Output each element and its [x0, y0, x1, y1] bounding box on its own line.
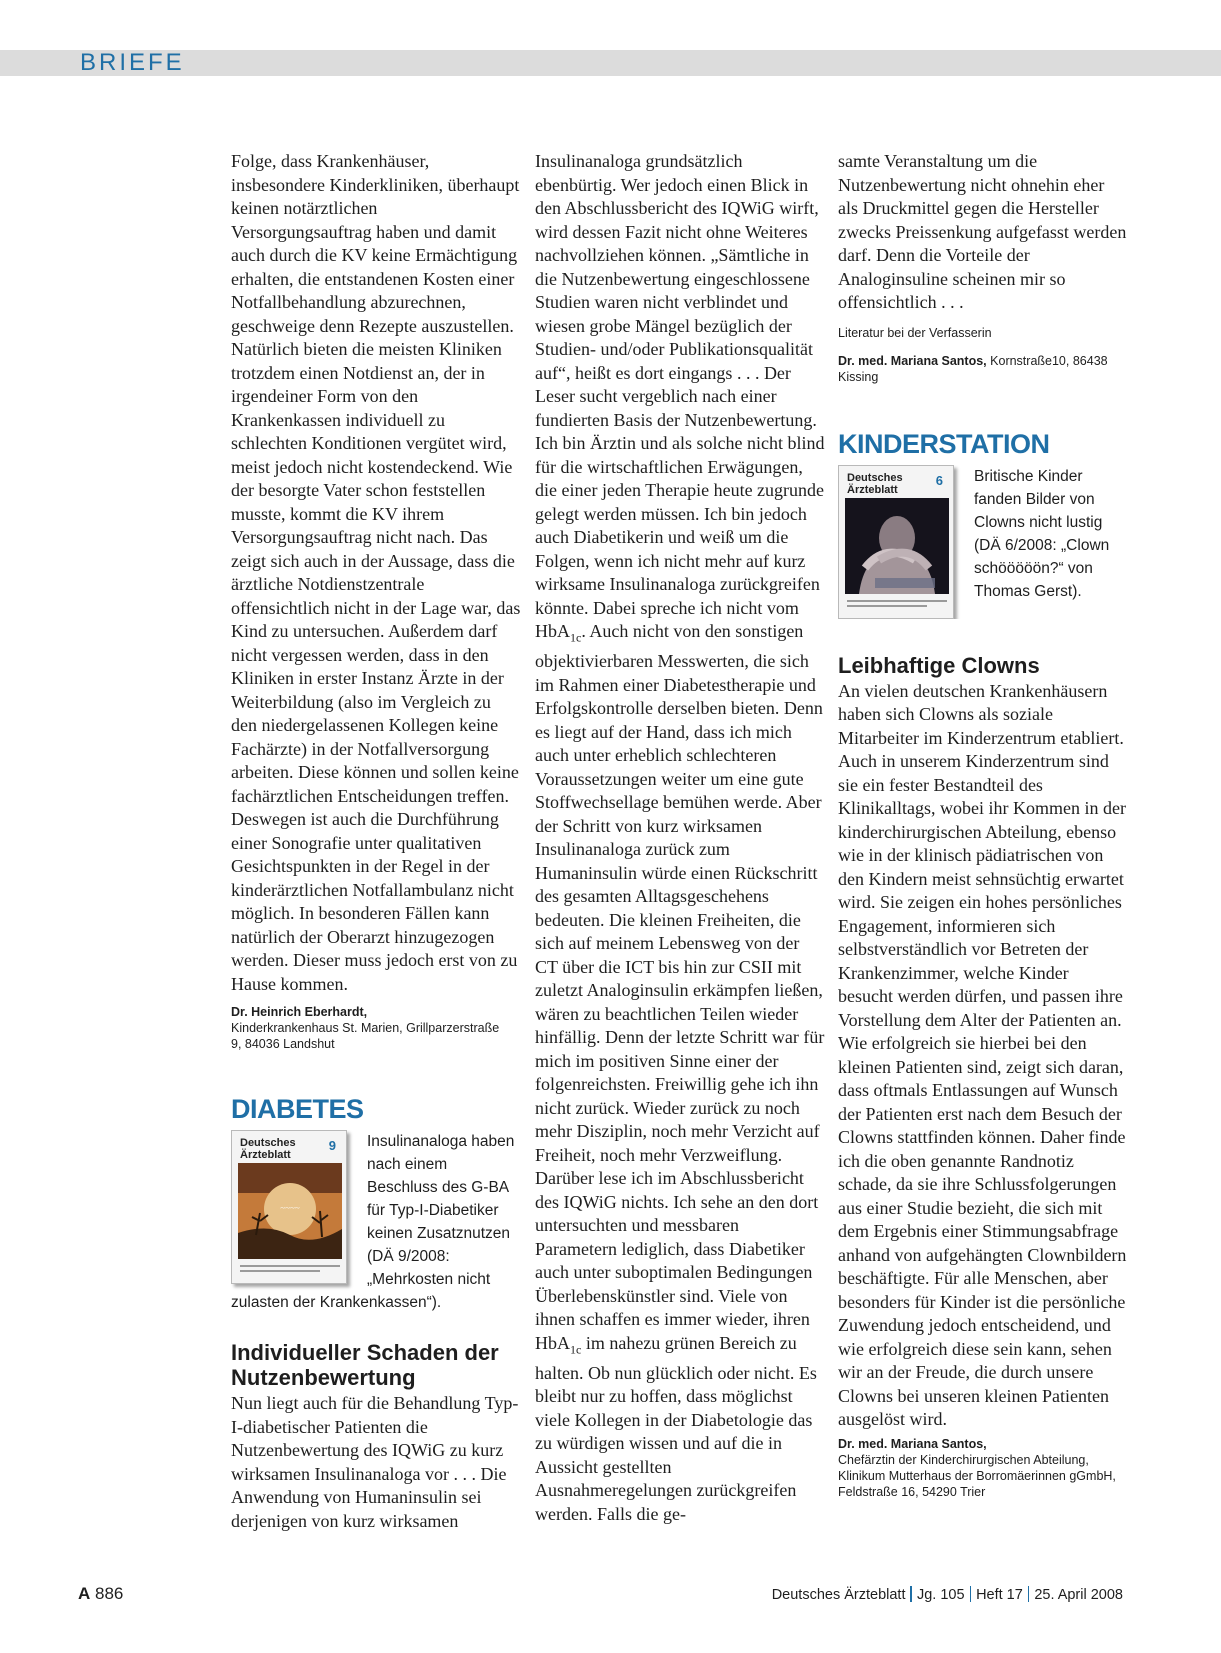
cover-issue-number: 6 — [935, 472, 943, 488]
teaser-text: Britische Kinder fanden Bilder von Clowns nicht lustig (DÄ 6/2008: „Clown schööööön?“ von Thomas Gerst). — [974, 467, 1110, 600]
letter-signature-address: Kornstraße10, 86438 Kissing — [838, 353, 1108, 384]
cover-brand: Deutsches Ärzteblatt — [847, 471, 903, 496]
column-3 — [838, 150, 1128, 1500]
letter-signature-address: Kinderkrankenhaus St. Marien, Grillparzerstraße 9, 84036 Landshut — [231, 1021, 500, 1051]
literature-note: Literatur bei der Verfasserin — [838, 325, 992, 340]
teaser-text: Insulinanaloga haben nach einem Beschluss des G-BA für Typ-I-Diabetiker keinen Zusatznutzen (DÄ 9/2008: „Mehrkosten nicht zulasten der Krankenkassen“). — [231, 1133, 515, 1311]
cover-artwork-image — [238, 1163, 342, 1259]
teaser-block — [838, 465, 1128, 619]
article-signature-name: Dr. med. Mariana Santos, — [838, 1436, 987, 1451]
hba1c-subscript-1: 1c — [570, 630, 582, 645]
article-signature-line-3: Feldstraße 16, 54290 Trier — [838, 1484, 986, 1499]
article-body: An vielen deutschen Krankenhäusern haben sich Clowns als soziale Mitarbeiter im Kinderzentrum etabliert. Auch in unserem Kinderzentrum sind sie ein fester Bestandteil des Klinikalltags, wobei ihr Kommen in der kinderchirurgischen Abteilung, ebenso wie in der klinisch pädiatrischen von den Kindern meist sehnsüchtig erwartet wird. Sie zeigen ein hohes persönliches Engagement, informieren sich selbstverständlich vor Betreten der Krankenzimmer, welche Kinder besucht werden dürfen, und passen ihre Vorstellung dem Alter der Patienten an. Wie erfolgreich sie hierbei bei den kleinen Patienten sind, zeigt sich daran, dass oftmals Entlassungen auf Wunsch der Patienten erst nach dem Besuch der Clowns stattfinden können. Daher finde ich die oben genannte Randnotiz schade, da sie ihre Schlussfolgerungen aus einer Studie bezieht, die sich mit dem Ergebnis einer Stimmungsabfrage anhand von aufgehängten Clownbildern beschäftigte. Für alle Menschen, aber besonders für Kinder ist die persönliche Zuwendung jedoch entscheidend, und wie erfolgreich diese sein kann, sehen wir an der Freude, die durch unsere Clowns bei unseren kleinen Patienten ausgelöst wird. — [838, 680, 1127, 1429]
footer-journal: Deutsches Ärzteblatt — [771, 1587, 906, 1603]
section-title-diabetes: DIABETES — [231, 1094, 364, 1124]
column-2 — [535, 150, 825, 1526]
body-part-3: im nahezu grünen Bereich zu halten. Ob nun glücklich oder nicht. Es bleibt nur zu hoffen, dass möglichst viele Kollegen in der Diabetologie das zu würdigen wissen und auf die in Aussicht gestellten Ausnahmeregelungen zurückgreifen werden. Falls die ge- — [535, 1332, 817, 1524]
footer-separator — [910, 1586, 912, 1602]
letter-text: Folge, dass Krankenhäuser, insbesondere Kinderkliniken, überhaupt keinen notärztlichen Versorgungsauftrag haben und damit auch durch die KV keine Ermächtigung erhalten, die entstandenen Kosten einer Notfallbehandlung abzurechnen, geschweige denn Rezepte auszustellen. Natürlich bieten die meisten Kliniken trotzdem einen Notdienst an, der in irgendeiner Form von den Krankenkassen individuell zu schlechten Konditionen vergütet wird, meist jedoch nicht kostendeckend. Wie der besorgte Vater schon feststellen musste, kommt die KV ihrem Versorgungsauftrag nicht nach. Das zeigt sich auch in der Aussage, dass die ärztliche Notdienstzentrale offensichtlich nicht in der Lage war, das Kind zu untersuchen. Außerdem darf nicht vergessen werden, dass in den Kliniken in erster Instanz Ärzte in der Weiterbildung (also im Vergleich zu den niedergelassenen Kollegen keine Fachärzte) in der Notfallversorgung arbeiten. Diese können und sollen keine fachärztlichen Entscheidungen treffen. Deswegen ist auch die Durchführung einer Sonografie unter qualitativen Gesichtspunkten in der Regel in der kinderärztlichen Notfallambulanz nicht möglich. In besonderen Fällen kann natürlich der Oberarzt hinzugezogen werden. Dieser muss jedoch erst von zu Hause kommen. — [231, 151, 521, 994]
column-1 — [231, 150, 521, 1533]
letter-signature-name: Dr. med. Mariana Santos, — [838, 353, 987, 368]
footer-date: 25. April 2008 — [1034, 1587, 1123, 1603]
body-part-1: Insulinanaloga grundsätzlich ebenbürtig. Wer jedoch einen Blick in den Abschlussbericht des IQWiG wirft, wird dessen Fazit nicht ohne Weiteres nachvollziehen können. „Sämtliche in die Nutzenbewertung eingeschlossene Studien waren nicht verblindet und wiesen grobe Mängel bezüglich der Studien- und/oder Publikationsqualität auf“, heißt es dort eingangs . . . Der Leser sucht vergeblich nach einer fundierten Basis der Nutzenbewertung. Ich bin Ärztin und als solche nicht blind für die wirtschaftlichen Erwägungen, die einer jeden Therapie heute zugrunde gelegt werden müssen. Ich bin jedoch auch Diabetikerin und weiß um die Folgen, wenn ich nicht mehr auf kurz wirksame Insulinanaloga zurückgreifen könnte. Dabei spreche ich nicht vom HbA — [535, 151, 825, 641]
footer-volume: Jg. 105 — [916, 1587, 965, 1603]
cover-text-lines — [847, 600, 947, 610]
article-body-start: Nun liegt auch für die Behandlung Typ-I-diabetischer Patienten die Nutzenbewertung des IQWiG zu kurz wirksamen Insulinanaloga vor . . . Die Anwendung von Humaninsulin sei derjenigen von kurz wirksamen — [231, 1393, 519, 1531]
footer-separator — [970, 1586, 972, 1602]
article-headline-leibhaftige-clowns: Leibhaftige Clowns — [838, 652, 1040, 678]
section-title-kinderstation: KINDERSTATION — [838, 428, 1050, 459]
cover-artwork-image — [845, 498, 949, 594]
footer-separator — [1028, 1586, 1030, 1602]
letter-signature — [838, 353, 1128, 385]
page-number — [78, 1584, 123, 1604]
footer-citation — [772, 1586, 1123, 1603]
letter-signature-name: Dr. Heinrich Eberhardt, — [231, 1005, 368, 1019]
section-header-title: BRIEFE — [80, 49, 185, 76]
letter-body — [231, 150, 521, 996]
article-headline-individueller-schaden: Individueller Schaden der Nutzenbewertung — [231, 1340, 499, 1390]
journal-cover-thumbnail — [838, 465, 954, 619]
teaser-block — [231, 1130, 521, 1314]
page-number-value: 886 — [95, 1584, 124, 1603]
body-part-2: . Auch nicht von den sonstigen objektivierbaren Messwerten, die sich im Rahmen einer Diabetestherapie und Erfolgskontrolle derselben bieten. Denn es liegt auf der Hand, dass ich mich auch unter erheblich schlechteren Voraussetzungen weiter um eine gute Stoffwechsellage bemühen werde. Aber der Schritt von kurz wirksamen Insulinanaloga zurück zum Humaninsulin würde einen Rückschritt des gesamten Alltagsgeschehens bedeuten. Die kleinen Freiheiten, die sich auf meinem Lebensweg von der CT über die ICT bis hin zur CSII mit zuletzt Analoginsulin erkämpfen ließen, wären zu beachtlichen Teilen wieder hinfällig. Denn der letzte Schritt war für mich im positiven Sinne einer der folgenreichsten. Freiwillig gehe ich ihn nicht zurück. Wieder zurück zu noch mehr Disziplin, noch mehr Verzicht auf Freiheit, noch mehr Verzweiflung. Darüber lese ich im Abschlussbericht des IQWiG nichts. Ich sehe an den dort untersuchten und messbaren Parametern lediglich, dass Diabetiker auch unter suboptimalen Bedingungen Überlebenskünstler sind. Viele von ihnen schaffen es immer wieder, ihren HbA — [535, 621, 825, 1353]
footer-issue: Heft 17 — [976, 1587, 1023, 1603]
hba1c-subscript-2: 1c — [570, 1342, 582, 1357]
svg-text:~~~~: ~~~~ — [280, 1203, 300, 1213]
article-signature-line-2: Klinikum Mutterhaus der Borromäerinnen gGmbH, — [838, 1468, 1116, 1483]
page-prefix: A — [78, 1584, 91, 1603]
article-signature-line-1: Chefärztin der Kinderchirurgischen Abteilung, — [838, 1452, 1089, 1467]
article-body-continued — [535, 150, 825, 1526]
letter-body-end: samte Veranstaltung um die Nutzenbewertung nicht ohnehin eher als Druckmittel gegen die Hersteller zwecks Preissenkung aufgefasst werden darf. Denn die Vorteile der Analoginsuline scheinen mir so offensichtlich . . . — [838, 151, 1127, 312]
journal-cover-thumbnail — [231, 1130, 347, 1284]
cover-text-lines — [240, 1265, 340, 1275]
cover-issue-number: 9 — [328, 1138, 336, 1153]
cover-brand: Deutsches Ärzteblatt — [240, 1137, 296, 1161]
